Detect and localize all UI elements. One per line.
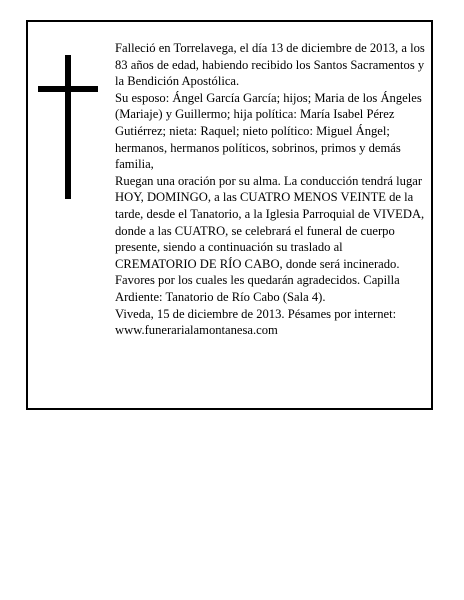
cross-icon <box>38 55 98 199</box>
date-and-website: Viveda, 15 de diciembre de 2013. Pésames por internet: www.funerarialamontanesa.com <box>115 306 397 338</box>
family-list: Su esposo: Ángel García García; hijos; Maria de los Ángeles (Mariaje) y Guillermo; hija política: María Isabel Pérez Gutiérrez; nieta: Raquel; nieto político: Miguel Ángel; hermanos, hermanos políticos, sobrinos, primos y demás familia, <box>115 90 422 172</box>
obituary-notice <box>26 20 433 410</box>
funeral-details: Ruegan una oración por su alma. La conducción tendrá lugar HOY, DOMINGO, a las CUATRO MENOS VEINTE de la tarde, desde el Tanatorio, a la Iglesia Parroquial de VIVEDA, donde a las CUATRO, se celebrará el funeral de cuerpo presente, siendo a continuación su traslado al CREMATORIO DE RÍO CABO, donde será incinerado. Favores por los cuales les quedarán agradecidos. Capilla Ardiente: Tanatorio de Río Cabo (Sala 4). <box>115 173 425 304</box>
death-announcement: Falleció en Torrelavega, el día 13 de diciembre de 2013, a los 83 años de edad, habiendo recibido los Santos Sacramentos y la Bendición Apostólica. <box>115 41 425 89</box>
cross-vertical-bar <box>65 55 71 199</box>
cross-horizontal-bar <box>38 86 98 92</box>
notice-text <box>115 40 427 339</box>
